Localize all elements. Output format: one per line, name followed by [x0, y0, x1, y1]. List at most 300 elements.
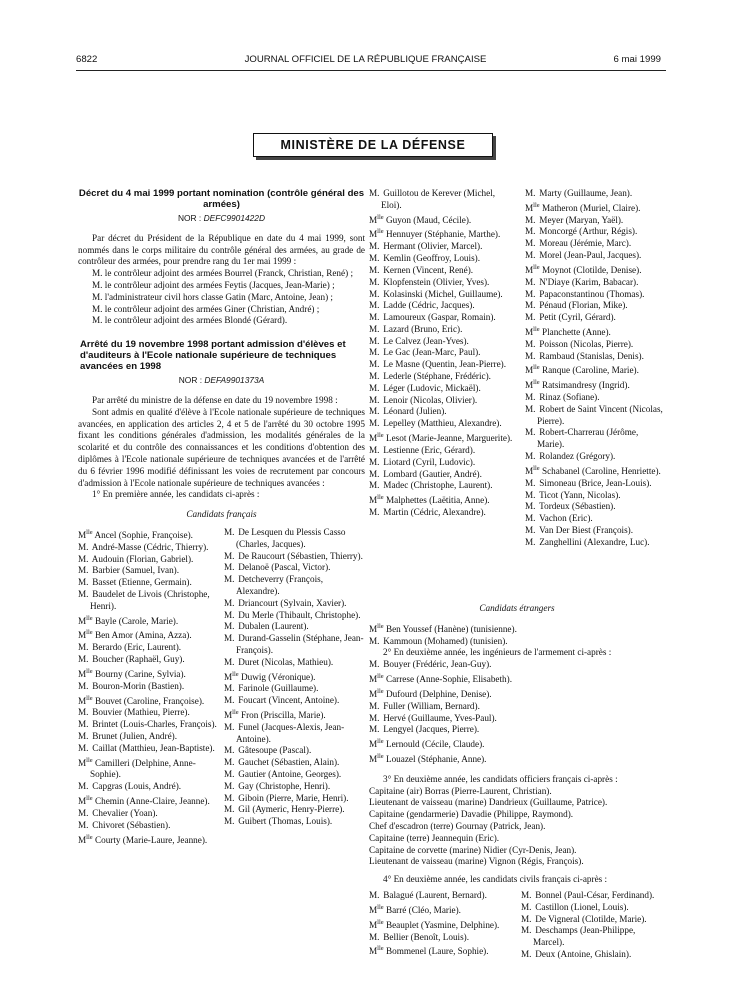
name-entry — [224, 769, 364, 781]
person-name: Lernould (Cécile, Claude). — [383, 739, 485, 750]
name-entry — [369, 724, 665, 736]
name-entry — [369, 312, 513, 324]
name-entry — [369, 701, 665, 713]
person-name: Deux (Antoine, Ghislain). — [533, 949, 632, 960]
name-list — [369, 890, 509, 958]
name-entry — [369, 395, 513, 407]
name-entry — [369, 457, 513, 469]
title-prefix: M. — [78, 541, 89, 552]
paragraph: M. l'administrateur civil hors classe Gatin (Marc, Antoine, Jean) ; — [92, 291, 333, 302]
officer-entry: Capitaine de corvette (marine) Nidier (Cyr-Denis, Jean). — [369, 844, 577, 855]
name-entry — [78, 731, 218, 743]
paragraph: 3° En deuxième année, les candidats officiers français ci-après : — [383, 773, 618, 784]
title-prefix: M. — [525, 238, 536, 249]
title-prefix: M. — [525, 214, 536, 225]
decret-nor — [78, 213, 365, 225]
title-prefix: M. — [369, 335, 380, 346]
title-prefix: M. — [78, 819, 89, 830]
name-entry — [369, 265, 513, 277]
name-entry — [525, 339, 665, 351]
name-entry — [525, 324, 665, 339]
name-entry — [78, 743, 218, 755]
person-name: Lazard (Bruno, Eric). — [381, 323, 463, 334]
name-entry — [224, 757, 364, 769]
person-name: Ancel (Sophie, Françoise). — [92, 530, 193, 540]
nor-label: NOR : — [177, 213, 202, 223]
person-name: Lenoir (Nicolas, Olivier). — [381, 394, 478, 405]
title-prefix: M. — [369, 382, 380, 393]
title-prefix: M. — [78, 654, 89, 665]
title-prefix: M. — [525, 451, 536, 462]
name-list — [369, 659, 665, 766]
name-entry — [78, 820, 218, 832]
person-name: Madec (Christophe, Laurent). — [381, 480, 493, 491]
name-entry — [224, 598, 364, 610]
title-prefix: $M^{lle}$ — [369, 228, 384, 240]
person-name: Giboin (Pierre, Marie, Henri). — [236, 792, 349, 803]
name-entry — [525, 215, 665, 227]
name-entry — [369, 371, 513, 383]
title-prefix: M. — [78, 588, 89, 599]
decret-title: Décret du 4 mai 1999 portant nomination (contrôle général des armées) — [78, 188, 365, 210]
title-prefix: M. — [369, 371, 380, 382]
person-name: Lengyel (Jacques, Pierre). — [381, 724, 480, 735]
subtitle-candidats-etrangers: Candidats étrangers — [479, 603, 555, 613]
page-number: 6822 — [76, 54, 98, 65]
title-prefix: $M^{lle}$ — [525, 379, 540, 391]
title-prefix: M. — [78, 731, 89, 741]
person-name: Bonnel (Paul-César, Ferdinand). — [533, 890, 655, 901]
title-prefix: M. — [224, 621, 235, 632]
title-prefix: M. — [224, 526, 235, 537]
name-entry — [525, 513, 665, 525]
person-name: Carrese (Anne-Sophie, Elisabeth). — [383, 674, 513, 685]
person-name: Fron (Priscilla, Marie). — [238, 710, 326, 721]
name-entry — [224, 745, 364, 757]
person-name: Dufourd (Delphine, Denise). — [383, 688, 492, 699]
name-entry — [525, 377, 665, 392]
name-entry — [224, 683, 364, 695]
title-prefix: $M^{lle}$ — [369, 494, 384, 506]
name-entry — [369, 686, 665, 701]
title-prefix: M. — [369, 724, 380, 735]
person-name: Simoneau (Brice, Jean-Louis). — [537, 477, 652, 488]
person-name: Ladde (Cédric, Jacques). — [381, 300, 475, 311]
person-name: Bouyer (Frédéric, Jean-Guy). — [381, 659, 492, 670]
name-entry — [224, 633, 364, 657]
name-entry — [369, 659, 665, 671]
name-entry — [78, 707, 218, 719]
person-name: Deschamps (Jean-Philippe, Marcel). — [533, 925, 636, 948]
name-entry — [525, 262, 665, 277]
person-name: Bourny (Carine, Sylvia). — [92, 668, 186, 679]
title-prefix: M. — [369, 300, 380, 311]
person-name: Fuller (William, Bernard). — [381, 700, 480, 711]
title-prefix: M. — [525, 513, 536, 524]
title-prefix: M. — [224, 562, 235, 573]
person-name: Lederle (Stéphane, Frédéric). — [381, 371, 491, 382]
title-prefix: M. — [369, 241, 380, 252]
title-prefix: $M^{lle}$ — [78, 694, 93, 706]
person-name: Driancourt (Sylvain, Xavier). — [236, 597, 347, 608]
name-entry — [525, 427, 665, 451]
person-name: Gautier (Antoine, Georges). — [236, 769, 342, 779]
title-prefix: $M^{lle}$ — [369, 903, 384, 915]
title-prefix: M. — [369, 712, 380, 723]
person-name: Lombard (Gautier, André). — [381, 468, 482, 479]
name-entry — [369, 932, 509, 944]
name-entry — [369, 636, 665, 648]
title-prefix: M. — [78, 719, 89, 730]
name-entry — [525, 226, 665, 238]
name-entry — [224, 781, 364, 793]
person-name: Beauplet (Yasmine, Delphine). — [383, 919, 500, 930]
title-prefix: M. — [369, 468, 380, 479]
name-entry — [78, 577, 218, 589]
title-prefix: M. — [369, 700, 380, 711]
name-entry — [78, 565, 218, 577]
person-name: Camilleri (Delphine, Anne-Sophie). — [90, 757, 196, 780]
title-prefix: $M^{lle}$ — [369, 945, 384, 957]
title-prefix: $M^{lle}$ — [369, 432, 384, 444]
person-name: Vachon (Eric). — [537, 513, 593, 524]
name-list — [521, 890, 661, 961]
person-name: Lesot (Marie-Jeanne, Marguerite). — [383, 433, 513, 444]
title-prefix: M. — [224, 609, 235, 620]
name-entry — [224, 621, 364, 633]
name-entry — [369, 253, 513, 265]
title-prefix: M. — [369, 188, 380, 198]
title-prefix: $M^{lle}$ — [369, 753, 384, 765]
name-entry — [369, 241, 513, 253]
person-name: Rambaud (Stanislas, Denis). — [537, 350, 644, 361]
name-entry — [521, 902, 661, 914]
name-entry — [78, 832, 218, 847]
person-name: Durand-Gasselin (Stéphane, Jean-François). — [236, 633, 364, 655]
name-entry — [78, 681, 218, 693]
paragraph: 1° En première année, les candidats ci-après : — [92, 489, 260, 500]
name-entry — [521, 949, 661, 961]
person-name: Ticot (Yann, Nicolas). — [537, 489, 621, 500]
title-prefix: M. — [525, 489, 536, 500]
title-prefix: M. — [224, 656, 235, 667]
title-prefix: M. — [78, 807, 89, 818]
title-prefix: M. — [224, 780, 235, 791]
name-entry — [78, 793, 218, 808]
title-prefix: M. — [525, 477, 536, 488]
name-entry — [224, 695, 364, 707]
name-entry — [369, 430, 513, 445]
person-name: De Lesquen du Plessis Casso (Charles, Jacques). — [236, 526, 346, 549]
person-name: Dubalen (Laurent). — [236, 621, 309, 632]
person-name: Boucher (Raphaël, Guy). — [90, 654, 185, 665]
title-prefix: M. — [521, 949, 532, 960]
title-prefix: M. — [224, 683, 235, 694]
arrete-nor — [78, 375, 365, 387]
person-name: Brintet (Louis-Charles, François). — [90, 719, 217, 730]
person-name: Basset (Etienne, Germain). — [90, 577, 192, 588]
person-name: Bommenel (Laure, Sophie). — [383, 946, 489, 957]
name-entry — [78, 808, 218, 820]
name-entry — [369, 902, 509, 917]
title-prefix: M. — [224, 695, 235, 706]
name-entry — [369, 492, 513, 507]
title-prefix: $M^{lle}$ — [78, 667, 93, 679]
title-prefix: M. — [369, 659, 380, 670]
title-prefix: M. — [224, 721, 235, 732]
paragraph: M. le contrôleur adjoint des armées Giner (Christian, André) ; — [92, 303, 320, 314]
title-prefix: M. — [78, 565, 89, 576]
title-prefix: $M^{lle}$ — [78, 795, 93, 807]
title-prefix: $M^{lle}$ — [369, 213, 384, 225]
name-entry — [369, 324, 513, 336]
name-entry — [369, 406, 513, 418]
page-header — [0, 54, 731, 68]
name-entry — [369, 751, 665, 766]
title-prefix: M. — [369, 406, 380, 417]
subtitle-candidats-francais: Candidats français — [186, 509, 257, 520]
person-name: Guibert (Thomas, Louis). — [236, 816, 333, 827]
person-name: Moncorgé (Arthur, Régis). — [537, 226, 638, 237]
name-entry — [78, 589, 218, 613]
name-entry — [525, 392, 665, 404]
name-entry — [78, 527, 218, 542]
title-prefix: M. — [525, 276, 536, 287]
title-prefix: M. — [369, 890, 380, 901]
name-entry — [224, 527, 364, 551]
name-entry — [78, 666, 218, 681]
person-name: Poisson (Nicolas, Pierre). — [537, 338, 634, 349]
name-entry — [78, 613, 218, 628]
paragraph: 2° En deuxième année, les ingénieurs de l'armement ci-après : — [383, 647, 612, 658]
issue-date: 6 mai 1999 — [613, 54, 661, 65]
name-entry — [369, 621, 665, 636]
title-prefix: $M^{lle}$ — [224, 670, 239, 682]
name-entry — [369, 226, 513, 241]
title-prefix: M. — [224, 792, 235, 803]
person-name: Kernen (Vincent, René). — [381, 264, 474, 275]
title-prefix: M. — [369, 394, 380, 405]
person-name: Planchette (Anne). — [539, 326, 611, 337]
person-name: Le Gac (Jean-Marc, Paul). — [381, 347, 481, 358]
title-prefix: M. — [521, 913, 532, 924]
person-name: Kolasinski (Michel, Guillaume). — [381, 288, 503, 299]
title-prefix: M. — [525, 403, 536, 414]
title-prefix: M. — [78, 577, 89, 588]
title-prefix: M. — [224, 574, 235, 585]
title-prefix: $M^{lle}$ — [369, 673, 384, 685]
name-entry — [369, 507, 513, 519]
person-name: Balagué (Laurent, Bernard). — [381, 890, 487, 901]
name-entry — [369, 917, 509, 932]
person-name: Hervé (Guillaume, Yves-Paul). — [381, 712, 497, 723]
nor-code: DEFA9901373A — [204, 375, 265, 386]
officer-entry: Lieutenant de vaisseau (marine) Dandrieux (Guillaume, Patrice). — [369, 797, 608, 808]
person-name: Bellier (Benoît, Louis). — [381, 931, 470, 942]
person-name: Lepelley (Matthieu, Alexandre). — [381, 418, 502, 429]
title-prefix: M. — [369, 480, 380, 491]
name-entry — [224, 551, 364, 563]
person-name: Berardo (Eric, Laurent). — [90, 642, 182, 653]
name-entry — [78, 642, 218, 654]
title-prefix: M. — [224, 769, 235, 779]
title-prefix: M. — [369, 264, 380, 275]
person-name: De Raucourt (Sébastien, Thierry). — [236, 550, 363, 561]
name-entry — [369, 359, 513, 371]
name-entry — [224, 804, 364, 816]
title-prefix: M. — [525, 226, 536, 237]
name-entry — [369, 469, 513, 481]
title-prefix: M. — [369, 418, 380, 429]
person-name: Duwig (Véronique). — [238, 671, 316, 682]
paragraph: Par décret du Président de la République en date du 4 mai 1999, sont nommés dans le corps militaire du contrôle général des armées, au grade de contrôleur des armées, pour prendre rang du 1er mai 1999 : — [78, 232, 365, 267]
name-entry — [525, 501, 665, 513]
decret-body — [78, 233, 365, 327]
title-prefix: M. — [369, 323, 380, 334]
person-name: Malphettes (Laëtitia, Anne). — [383, 495, 490, 506]
header-rule — [76, 70, 666, 71]
name-entry — [525, 490, 665, 502]
person-name: Gil (Aymeric, Henry-Pierre). — [236, 804, 345, 815]
person-name: Pénaud (Florian, Mike). — [537, 300, 628, 311]
person-name: Ben Amor (Amina, Azza). — [92, 630, 192, 641]
title-prefix: M. — [369, 312, 380, 323]
name-entry — [224, 707, 364, 722]
name-entry — [369, 188, 513, 212]
arrete-title: Arrêté du 19 novembre 1998 portant admission d'élèves et d'auditeurs à l'Ecole nationale supérieure de techniques avancées en 1998 — [80, 339, 346, 373]
title-prefix: M. — [369, 276, 380, 287]
title-prefix: $M^{lle}$ — [369, 918, 384, 930]
name-entry — [224, 657, 364, 669]
person-name: Barbier (Samuel, Ivan). — [90, 565, 180, 576]
arrete-body — [78, 395, 365, 501]
title-prefix: $M^{lle}$ — [369, 738, 384, 750]
person-name: Barré (Cléo, Marie). — [383, 904, 461, 915]
title-prefix: $M^{lle}$ — [525, 325, 540, 337]
name-entry — [224, 722, 364, 746]
title-prefix: M. — [369, 253, 380, 264]
name-entry — [369, 347, 513, 359]
title-prefix: $M^{lle}$ — [369, 622, 384, 634]
title-prefix: M. — [525, 427, 536, 438]
name-entry — [78, 755, 218, 782]
name-entry — [369, 943, 509, 958]
journal-title: JOURNAL OFFICIEL DE LA RÉPUBLIQUE FRANÇAISE — [244, 54, 487, 65]
title-prefix: $M^{lle}$ — [78, 528, 93, 540]
title-prefix: M. — [369, 635, 380, 646]
name-entry — [525, 300, 665, 312]
name-entry — [525, 250, 665, 262]
person-name: Chevalier (Yoan). — [90, 807, 158, 818]
person-name: Guillotou de Kerever (Michel, Eloi). — [381, 188, 496, 210]
person-name: De Vigneral (Clotilde, Marie). — [533, 913, 647, 924]
person-name: Farinole (Guillaume). — [236, 683, 319, 694]
title-prefix: M. — [521, 890, 532, 901]
person-name: Castillon (Lionel, Louis). — [533, 901, 629, 912]
paragraph: 4° En deuxième année, les candidats civils français ci-après : — [383, 874, 608, 885]
name-entry — [369, 480, 513, 492]
name-entry — [369, 736, 665, 751]
name-entry — [224, 669, 364, 684]
person-name: Duret (Nicolas, Mathieu). — [236, 656, 334, 667]
person-name: Courty (Marie-Laure, Jeanne). — [92, 834, 208, 845]
candidats-civils-grid — [369, 890, 665, 970]
title-prefix: M. — [525, 350, 536, 361]
name-entry — [525, 451, 665, 463]
title-prefix: M. — [525, 312, 536, 323]
person-name: Bouron-Morin (Bastien). — [90, 680, 185, 691]
person-name: Funel (Jacques-Alexis, Jean-Antoine). — [236, 721, 345, 744]
title-prefix: M. — [78, 642, 89, 653]
name-entry — [224, 793, 364, 805]
person-name: Gay (Christophe, Henri). — [236, 780, 331, 791]
title-prefix: M. — [224, 804, 235, 815]
name-entry — [525, 537, 665, 549]
person-name: Audouin (Florian, Gabriel). — [90, 553, 194, 564]
title-prefix: M. — [224, 550, 235, 561]
person-name: Ben Youssef (Hanène) (tunisienne). — [383, 623, 517, 634]
paragraph: M. le contrôleur adjoint des armées Feytis (Jacques, Jean-Marie) ; — [92, 279, 335, 290]
person-name: Matheron (Muriel, Claire). — [539, 202, 641, 213]
name-entry — [224, 610, 364, 622]
title-prefix: M. — [369, 456, 380, 467]
person-name: Van Der Biest (François). — [537, 524, 634, 535]
title-prefix: M. — [224, 757, 235, 768]
title-prefix: M. — [224, 745, 235, 756]
person-name: Kammoun (Mohamed) (tunisien). — [381, 635, 508, 646]
person-name: Morel (Jean-Paul, Jacques). — [537, 250, 642, 261]
person-name: Louazel (Stéphanie, Anne). — [383, 754, 487, 765]
person-name: Foucart (Vincent, Antoine). — [236, 695, 340, 706]
person-name: Du Merle (Thibault, Christophe). — [236, 609, 361, 620]
person-name: Bouvet (Caroline, Françoise). — [92, 695, 205, 706]
title-prefix: $M^{lle}$ — [525, 464, 540, 476]
nor-code: DEFC9901422D — [203, 213, 266, 223]
person-name: Tordeux (Sébastien). — [537, 501, 616, 512]
person-name: Detcheverry (François, Alexandre). — [236, 574, 323, 596]
person-name: Guyon (Maud, Cécile). — [383, 214, 472, 225]
title-prefix: M. — [78, 553, 89, 564]
title-prefix: $M^{lle}$ — [369, 687, 384, 699]
name-list — [78, 527, 218, 846]
name-entry — [78, 719, 218, 731]
title-prefix: $M^{lle}$ — [78, 756, 93, 768]
name-entry — [525, 200, 665, 215]
person-name: N'Diaye (Karim, Babacar). — [537, 276, 639, 287]
paragraph: M. le contrôleur adjoint des armées Blondé (Gérard). — [92, 315, 288, 326]
person-name: Bouvier (Mathieu, Pierre). — [90, 707, 190, 718]
person-name: Hermant (Olivier, Marcel). — [381, 241, 483, 252]
person-name: Papaconstantinou (Thomas). — [537, 288, 645, 299]
title-prefix: $M^{lle}$ — [525, 263, 540, 275]
title-prefix: $M^{lle}$ — [224, 708, 239, 721]
name-entry — [369, 671, 665, 686]
name-list — [224, 527, 364, 828]
person-name: Le Calvez (Jean-Yves). — [381, 335, 469, 346]
title-prefix: M. — [525, 300, 536, 311]
name-entry — [369, 277, 513, 289]
person-name: Kemlin (Geoffroy, Louis). — [381, 253, 480, 264]
title-prefix: M. — [224, 633, 235, 644]
title-prefix: M. — [521, 925, 532, 936]
name-entry — [525, 277, 665, 289]
title-prefix: $M^{lle}$ — [78, 629, 93, 641]
title-prefix: M. — [525, 188, 536, 198]
name-entry — [224, 562, 364, 574]
person-name: Bayle (Carole, Marie). — [92, 615, 179, 626]
person-name: Klopfenstein (Olivier, Yves). — [381, 276, 490, 287]
person-name: Baudelet de Livois (Christophe, Henri). — [90, 588, 210, 611]
